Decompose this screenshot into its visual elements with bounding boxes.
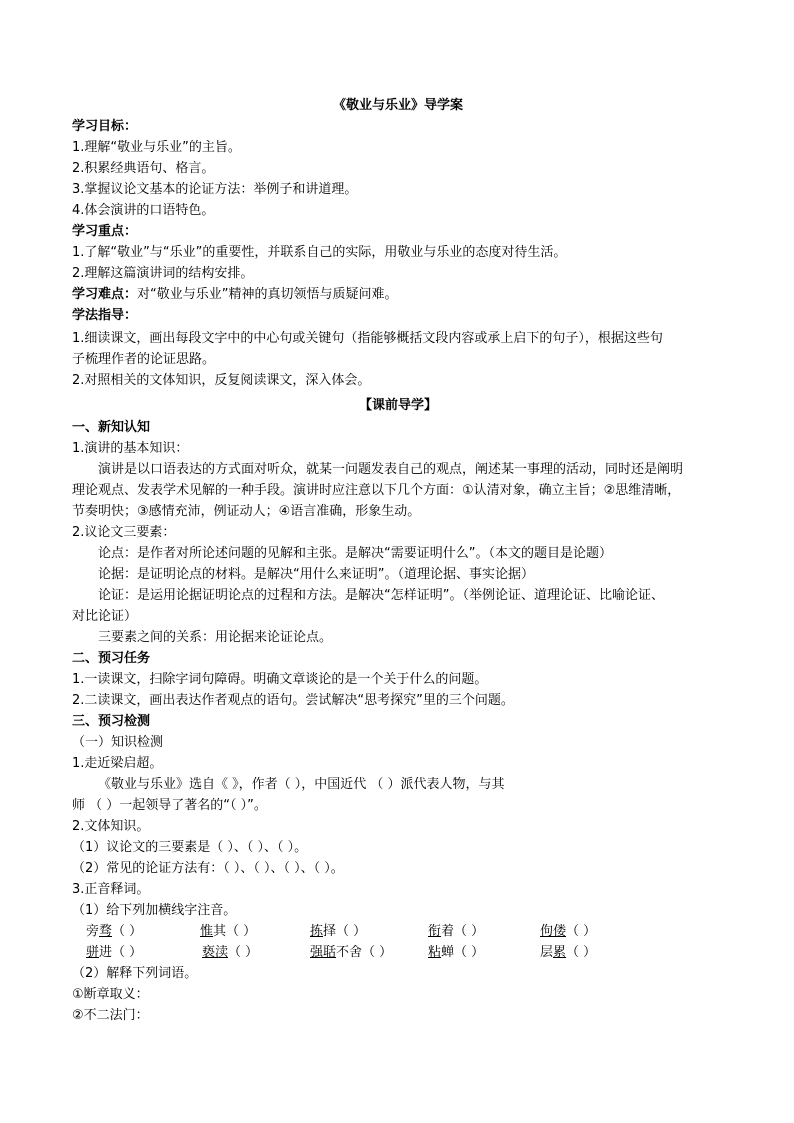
pinyin-item: 粘蝉（ ） bbox=[428, 945, 485, 960]
question-3-sub1: （1）给下列加横线字注音。 bbox=[72, 903, 237, 918]
key-points-heading: 学习重点： bbox=[72, 224, 138, 239]
elements-heading: 2.议论文三要素： bbox=[72, 525, 176, 540]
pinyin-item: 衔着（ ） bbox=[428, 924, 485, 939]
method-line: 1.细读课文，画出每段文字中的中心句或关键句（指能够概括文段内容或承上启下的句子），根据这些句 bbox=[72, 331, 663, 346]
pinyin-item: 佝偻（ ） bbox=[540, 924, 597, 939]
task-item: 1.一读课文，扫除字词句障碍。明确文章谈论的是一个关于什么的问题。 bbox=[72, 672, 488, 687]
pinyin-row bbox=[72, 943, 724, 963]
speech-line: 理论观点、发表学术见解的一种手段。演讲时应注意以下几个方面：①认清对象，确立主旨；②思维清晰， bbox=[72, 483, 681, 498]
page-title: 《敬业与乐业》导学案 bbox=[332, 98, 463, 113]
method-heading: 学法指导： bbox=[72, 308, 138, 323]
pinyin-item: 骈进（ ） bbox=[86, 945, 143, 960]
key-point-item: 1.了解“敬业”与“乐业”的重要性，并联系自己的实际，用敬业与乐业的态度对待生活。 bbox=[72, 245, 567, 260]
pinyin-row bbox=[72, 922, 724, 942]
question-3: 3.正音释词。 bbox=[72, 882, 150, 897]
difficulty-line bbox=[72, 285, 398, 305]
method-line: 2.对照相关的文体知识，反复阅读课文，深入体会。 bbox=[72, 373, 371, 388]
question-2: 2.文体知识。 bbox=[72, 819, 150, 834]
objectives-heading: 学习目标： bbox=[72, 119, 138, 134]
element-line: 论点：是作者对所论述问题的见解和主张。是解决“需要证明什么”。（本文的题目是论题） bbox=[98, 546, 612, 561]
difficulty-text: 对“敬业与乐业”精神的真切领悟与质疑问难。 bbox=[137, 287, 398, 302]
element-line: 论据：是证明论点的材料。是解决“用什么来证明”。（道理论据、事实论据） bbox=[98, 567, 534, 582]
objective-item: 1.理解“敬业与乐业”的主旨。 bbox=[72, 140, 241, 155]
speech-line: 节奏明快；③感情充沛，例证动人；④语言准确，形象生动。 bbox=[72, 504, 421, 519]
question-1: 1.走近梁启超。 bbox=[72, 756, 163, 771]
objective-item: 3.掌握议论文基本的论证方法：举例子和讲道理。 bbox=[72, 182, 358, 197]
difficulty-heading: 学习难点： bbox=[72, 287, 138, 302]
pinyin-item: 拣择（ ） bbox=[310, 924, 367, 939]
pinyin-item: 层累（ ） bbox=[540, 945, 597, 960]
question-1-line: 师 （ ）一起领导了著名的“（ ）”。 bbox=[72, 798, 267, 813]
element-line: 对比论证） bbox=[72, 609, 138, 624]
pinyin-item: 强聒不舍（ ） bbox=[310, 945, 393, 960]
objective-item: 2.积累经典语句、格言。 bbox=[72, 161, 215, 176]
preview-title: 【课前导学】 bbox=[358, 398, 437, 413]
speech-heading: 1.演讲的基本知识： bbox=[72, 441, 189, 456]
explain-item: ①断章取义： bbox=[72, 987, 149, 1002]
question-3-sub2: （2）解释下列词语。 bbox=[72, 966, 198, 981]
method-line: 子梳理作者的论证思路。 bbox=[72, 352, 216, 367]
section3-heading: 三、预习检测 bbox=[72, 714, 151, 729]
question-2-line: （1）议论文的三要素是（ ）、（ ）、（ ）。 bbox=[72, 840, 308, 855]
pinyin-item: 亵渎（ ） bbox=[202, 945, 259, 960]
pinyin-item: 惟其（ ） bbox=[200, 924, 257, 939]
section1-heading: 一、新知认知 bbox=[72, 420, 151, 435]
speech-line: 演讲是以口语表达的方式面对听众，就某一问题发表自己的观点，阐述某一事理的活动，同时还是阐明 bbox=[98, 462, 684, 477]
question-2-line: （2）常见的论证方法有：（ ）、（ ）、（ ）、（ ）。 bbox=[72, 861, 344, 876]
pinyin-item: 旁骛（ ） bbox=[86, 924, 143, 939]
key-point-item: 2.理解这篇演讲词的结构安排。 bbox=[72, 266, 254, 281]
explain-item: ②不二法门： bbox=[72, 1008, 149, 1023]
question-1-line: 《敬业与乐业》选自《 》，作者（ ），中国近代 （ ）派代表人物，与其 bbox=[98, 777, 505, 792]
element-line: 三要素之间的关系：用论据来论证论点。 bbox=[98, 630, 333, 645]
task-item: 2.二读课文，画出表达作者观点的语句。尝试解决“思考探究”里的三个问题。 bbox=[72, 693, 514, 708]
objective-item: 4.体会演讲的口语特色。 bbox=[72, 203, 215, 218]
knowledge-check-heading: （一）知识检测 bbox=[72, 735, 164, 750]
element-line: 论证：是运用论据证明论点的过程和方法。是解决“怎样证明”。（举例论证、道理论证、比喻论证、 bbox=[98, 588, 664, 603]
section2-heading: 二、预习任务 bbox=[72, 651, 151, 666]
